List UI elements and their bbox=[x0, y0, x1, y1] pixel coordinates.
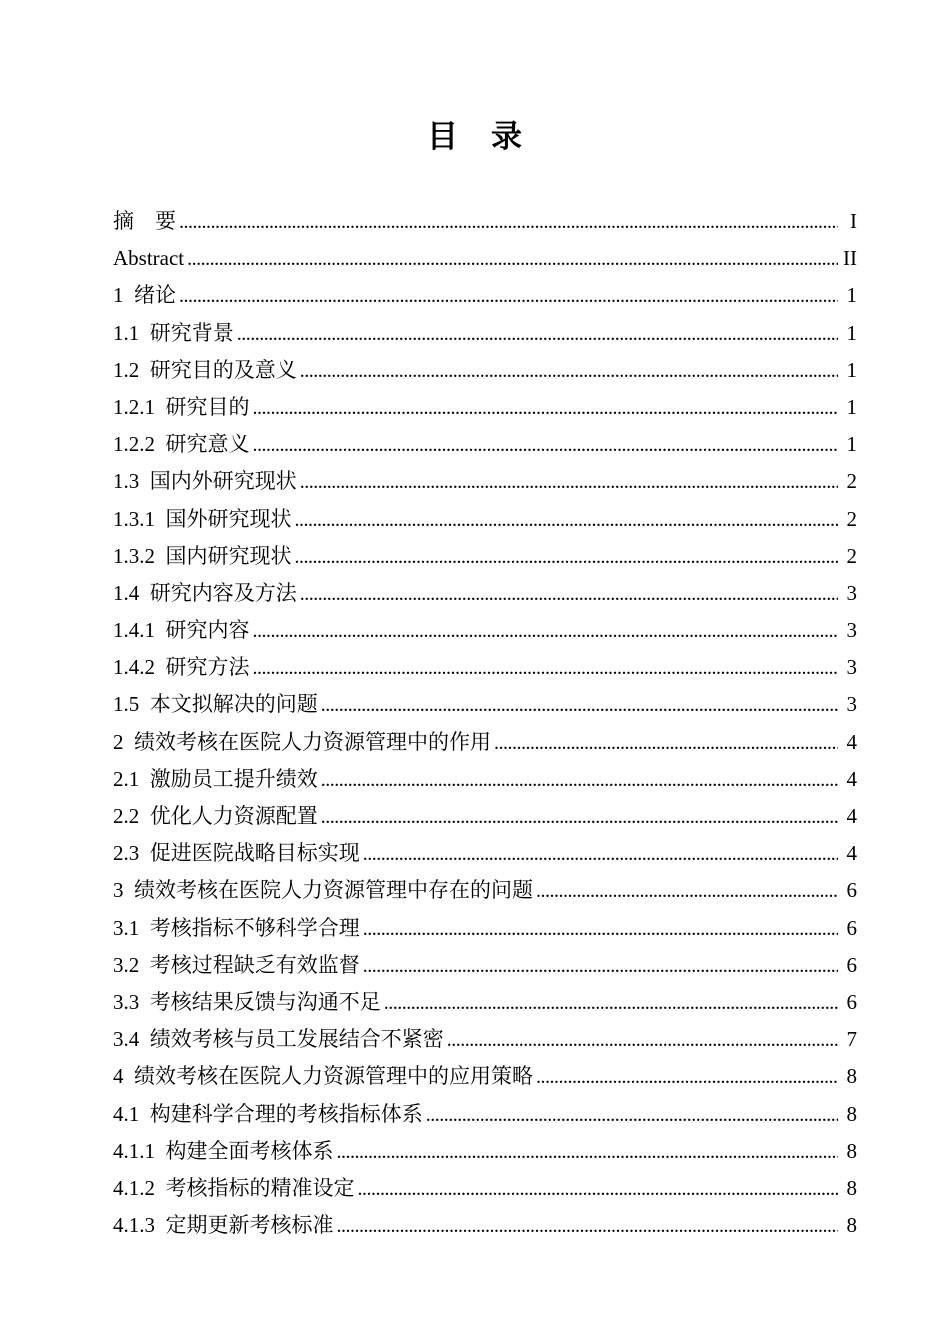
table-of-contents bbox=[113, 203, 857, 1244]
toc-entry-label: Abstract bbox=[113, 246, 185, 271]
toc-entry-label: 4.1.3 定期更新考核标准 bbox=[113, 1213, 334, 1238]
toc-entry-label: 1.1 研究背景 bbox=[113, 320, 234, 345]
toc-page-number: I bbox=[850, 209, 857, 233]
toc-entry[interactable] bbox=[113, 501, 857, 538]
toc-entry[interactable] bbox=[113, 724, 857, 761]
toc-page-number: II bbox=[843, 246, 857, 271]
toc-entry-label: 1.2.2 研究意义 bbox=[113, 432, 250, 457]
toc-entry[interactable] bbox=[113, 1207, 857, 1244]
toc-leader-dots bbox=[536, 1058, 838, 1096]
toc-entry[interactable] bbox=[113, 835, 857, 872]
toc-leader-dots bbox=[363, 947, 838, 985]
toc-leader-dots bbox=[426, 1096, 838, 1134]
toc-page-number: 1 bbox=[846, 432, 857, 457]
toc-leader-dots bbox=[237, 315, 838, 353]
toc-entry[interactable] bbox=[113, 538, 857, 575]
toc-entry[interactable] bbox=[113, 910, 857, 947]
toc-entry-label: 2.3 促进医院战略目标实现 bbox=[113, 841, 360, 866]
toc-entry[interactable] bbox=[113, 240, 857, 277]
toc-leader-dots bbox=[300, 463, 838, 501]
toc-page-number: 8 bbox=[846, 1101, 857, 1126]
toc-leader-dots bbox=[363, 910, 838, 948]
toc-page-number: 8 bbox=[846, 1213, 857, 1238]
toc-leader-dots bbox=[321, 798, 838, 836]
toc-entry[interactable] bbox=[113, 1021, 857, 1058]
toc-leader-dots bbox=[494, 724, 838, 762]
toc-entry-label: 3.2 考核过程缺乏有效监督 bbox=[113, 952, 360, 977]
toc-leader-dots bbox=[321, 761, 838, 799]
toc-page-number: 8 bbox=[846, 1064, 857, 1089]
toc-entry-label: 摘 要 bbox=[113, 209, 176, 233]
toc-leader-dots bbox=[358, 1170, 839, 1208]
toc-page-number: 6 bbox=[846, 878, 857, 903]
toc-entry[interactable] bbox=[113, 798, 857, 835]
toc-leader-dots bbox=[447, 1021, 838, 1059]
toc-entry[interactable] bbox=[113, 984, 857, 1021]
toc-entry-label: 4.1.1 构建全面考核体系 bbox=[113, 1138, 334, 1163]
toc-leader-dots bbox=[253, 426, 839, 464]
toc-entry[interactable] bbox=[113, 1058, 857, 1095]
toc-entry-label: 1.4 研究内容及方法 bbox=[113, 580, 297, 605]
toc-page-number: 7 bbox=[846, 1027, 857, 1052]
toc-entry-label: 2.2 优化人力资源配置 bbox=[113, 804, 318, 828]
toc-entry[interactable] bbox=[113, 463, 857, 500]
toc-page-number: 6 bbox=[846, 915, 857, 940]
toc-leader-dots bbox=[253, 649, 839, 687]
toc-page-number: 1 bbox=[846, 320, 857, 345]
toc-entry[interactable] bbox=[113, 872, 857, 909]
toc-leader-dots bbox=[363, 835, 838, 873]
toc-leader-dots bbox=[384, 984, 838, 1022]
toc-entry-label: 2.1 激励员工提升绩效 bbox=[113, 766, 318, 791]
toc-entry[interactable] bbox=[113, 575, 857, 612]
toc-page-number: 3 bbox=[846, 580, 857, 605]
toc-leader-dots bbox=[187, 240, 838, 278]
toc-entry-label: 4.1 构建科学合理的考核指标体系 bbox=[113, 1101, 423, 1126]
toc-leader-dots bbox=[295, 501, 839, 539]
toc-entry-label: 2 绩效考核在医院人力资源管理中的作用 bbox=[113, 729, 491, 754]
toc-page-number: 2 bbox=[846, 506, 857, 531]
toc-entry[interactable] bbox=[113, 315, 857, 352]
toc-page-number: 1 bbox=[846, 357, 857, 382]
toc-page-number: 3 bbox=[846, 655, 857, 680]
toc-page-number: 8 bbox=[846, 1138, 857, 1163]
toc-page-number: 6 bbox=[846, 952, 857, 977]
toc-entry[interactable] bbox=[113, 649, 857, 686]
toc-page-number: 1 bbox=[846, 283, 857, 308]
toc-page-number: 4 bbox=[846, 804, 857, 828]
toc-page-number: 4 bbox=[846, 766, 857, 791]
toc-entry[interactable] bbox=[113, 612, 857, 649]
toc-page-number: 2 bbox=[846, 543, 857, 568]
toc-entry[interactable] bbox=[113, 686, 857, 723]
toc-entry-label: 1.3.2 国内研究现状 bbox=[113, 543, 292, 568]
toc-entry-label: 3.3 考核结果反馈与沟通不足 bbox=[113, 989, 381, 1014]
toc-entry[interactable] bbox=[113, 947, 857, 984]
toc-entry[interactable] bbox=[113, 203, 857, 240]
toc-page-number: 2 bbox=[846, 469, 857, 494]
toc-page-number: 3 bbox=[846, 618, 857, 643]
toc-entry[interactable] bbox=[113, 352, 857, 389]
toc-leader-dots bbox=[536, 872, 838, 910]
toc-entry-label: 3 绩效考核在医院人力资源管理中存在的问题 bbox=[113, 878, 533, 903]
toc-leader-dots bbox=[337, 1207, 839, 1245]
toc-leader-dots bbox=[321, 686, 838, 724]
toc-entry-label: 1.3.1 国外研究现状 bbox=[113, 506, 292, 531]
toc-entry-label: 4.1.2 考核指标的精准设定 bbox=[113, 1175, 355, 1200]
toc-page-number: 4 bbox=[846, 729, 857, 754]
toc-entry-label: 1.4.1 研究内容 bbox=[113, 618, 250, 643]
toc-entry-label: 1.2.1 研究目的 bbox=[113, 394, 250, 419]
toc-entry[interactable] bbox=[113, 761, 857, 798]
toc-entry-label: 1 绪论 bbox=[113, 283, 176, 308]
toc-entry[interactable] bbox=[113, 277, 857, 314]
toc-page-number: 3 bbox=[846, 692, 857, 717]
toc-leader-dots bbox=[253, 389, 839, 427]
toc-page-number: 1 bbox=[846, 394, 857, 419]
toc-leader-dots bbox=[179, 277, 838, 315]
toc-leader-dots bbox=[300, 352, 838, 390]
toc-entry[interactable] bbox=[113, 1133, 857, 1170]
toc-page-number: 8 bbox=[846, 1175, 857, 1200]
toc-entry-label: 1.3 国内外研究现状 bbox=[113, 469, 297, 494]
toc-entry-label: 1.4.2 研究方法 bbox=[113, 655, 250, 680]
toc-entry-label: 1.2 研究目的及意义 bbox=[113, 357, 297, 382]
toc-page-number: 6 bbox=[846, 989, 857, 1014]
toc-entry-label: 3.1 考核指标不够科学合理 bbox=[113, 915, 360, 940]
toc-leader-dots bbox=[253, 612, 839, 650]
toc-entry[interactable] bbox=[113, 1170, 857, 1207]
toc-leader-dots bbox=[337, 1133, 839, 1171]
toc-entry-label: 4 绩效考核在医院人力资源管理中的应用策略 bbox=[113, 1064, 533, 1089]
toc-leader-dots bbox=[300, 575, 838, 613]
toc-entry-label: 3.4 绩效考核与员工发展结合不紧密 bbox=[113, 1027, 444, 1052]
toc-entry[interactable] bbox=[113, 426, 857, 463]
page-title: 目 录 bbox=[427, 119, 523, 154]
toc-page-number: 4 bbox=[846, 841, 857, 866]
toc-entry-label: 1.5 本文拟解决的问题 bbox=[113, 692, 318, 717]
toc-leader-dots bbox=[295, 538, 839, 576]
toc-entry[interactable] bbox=[113, 389, 857, 426]
toc-entry[interactable] bbox=[113, 1096, 857, 1133]
toc-leader-dots bbox=[179, 203, 838, 241]
